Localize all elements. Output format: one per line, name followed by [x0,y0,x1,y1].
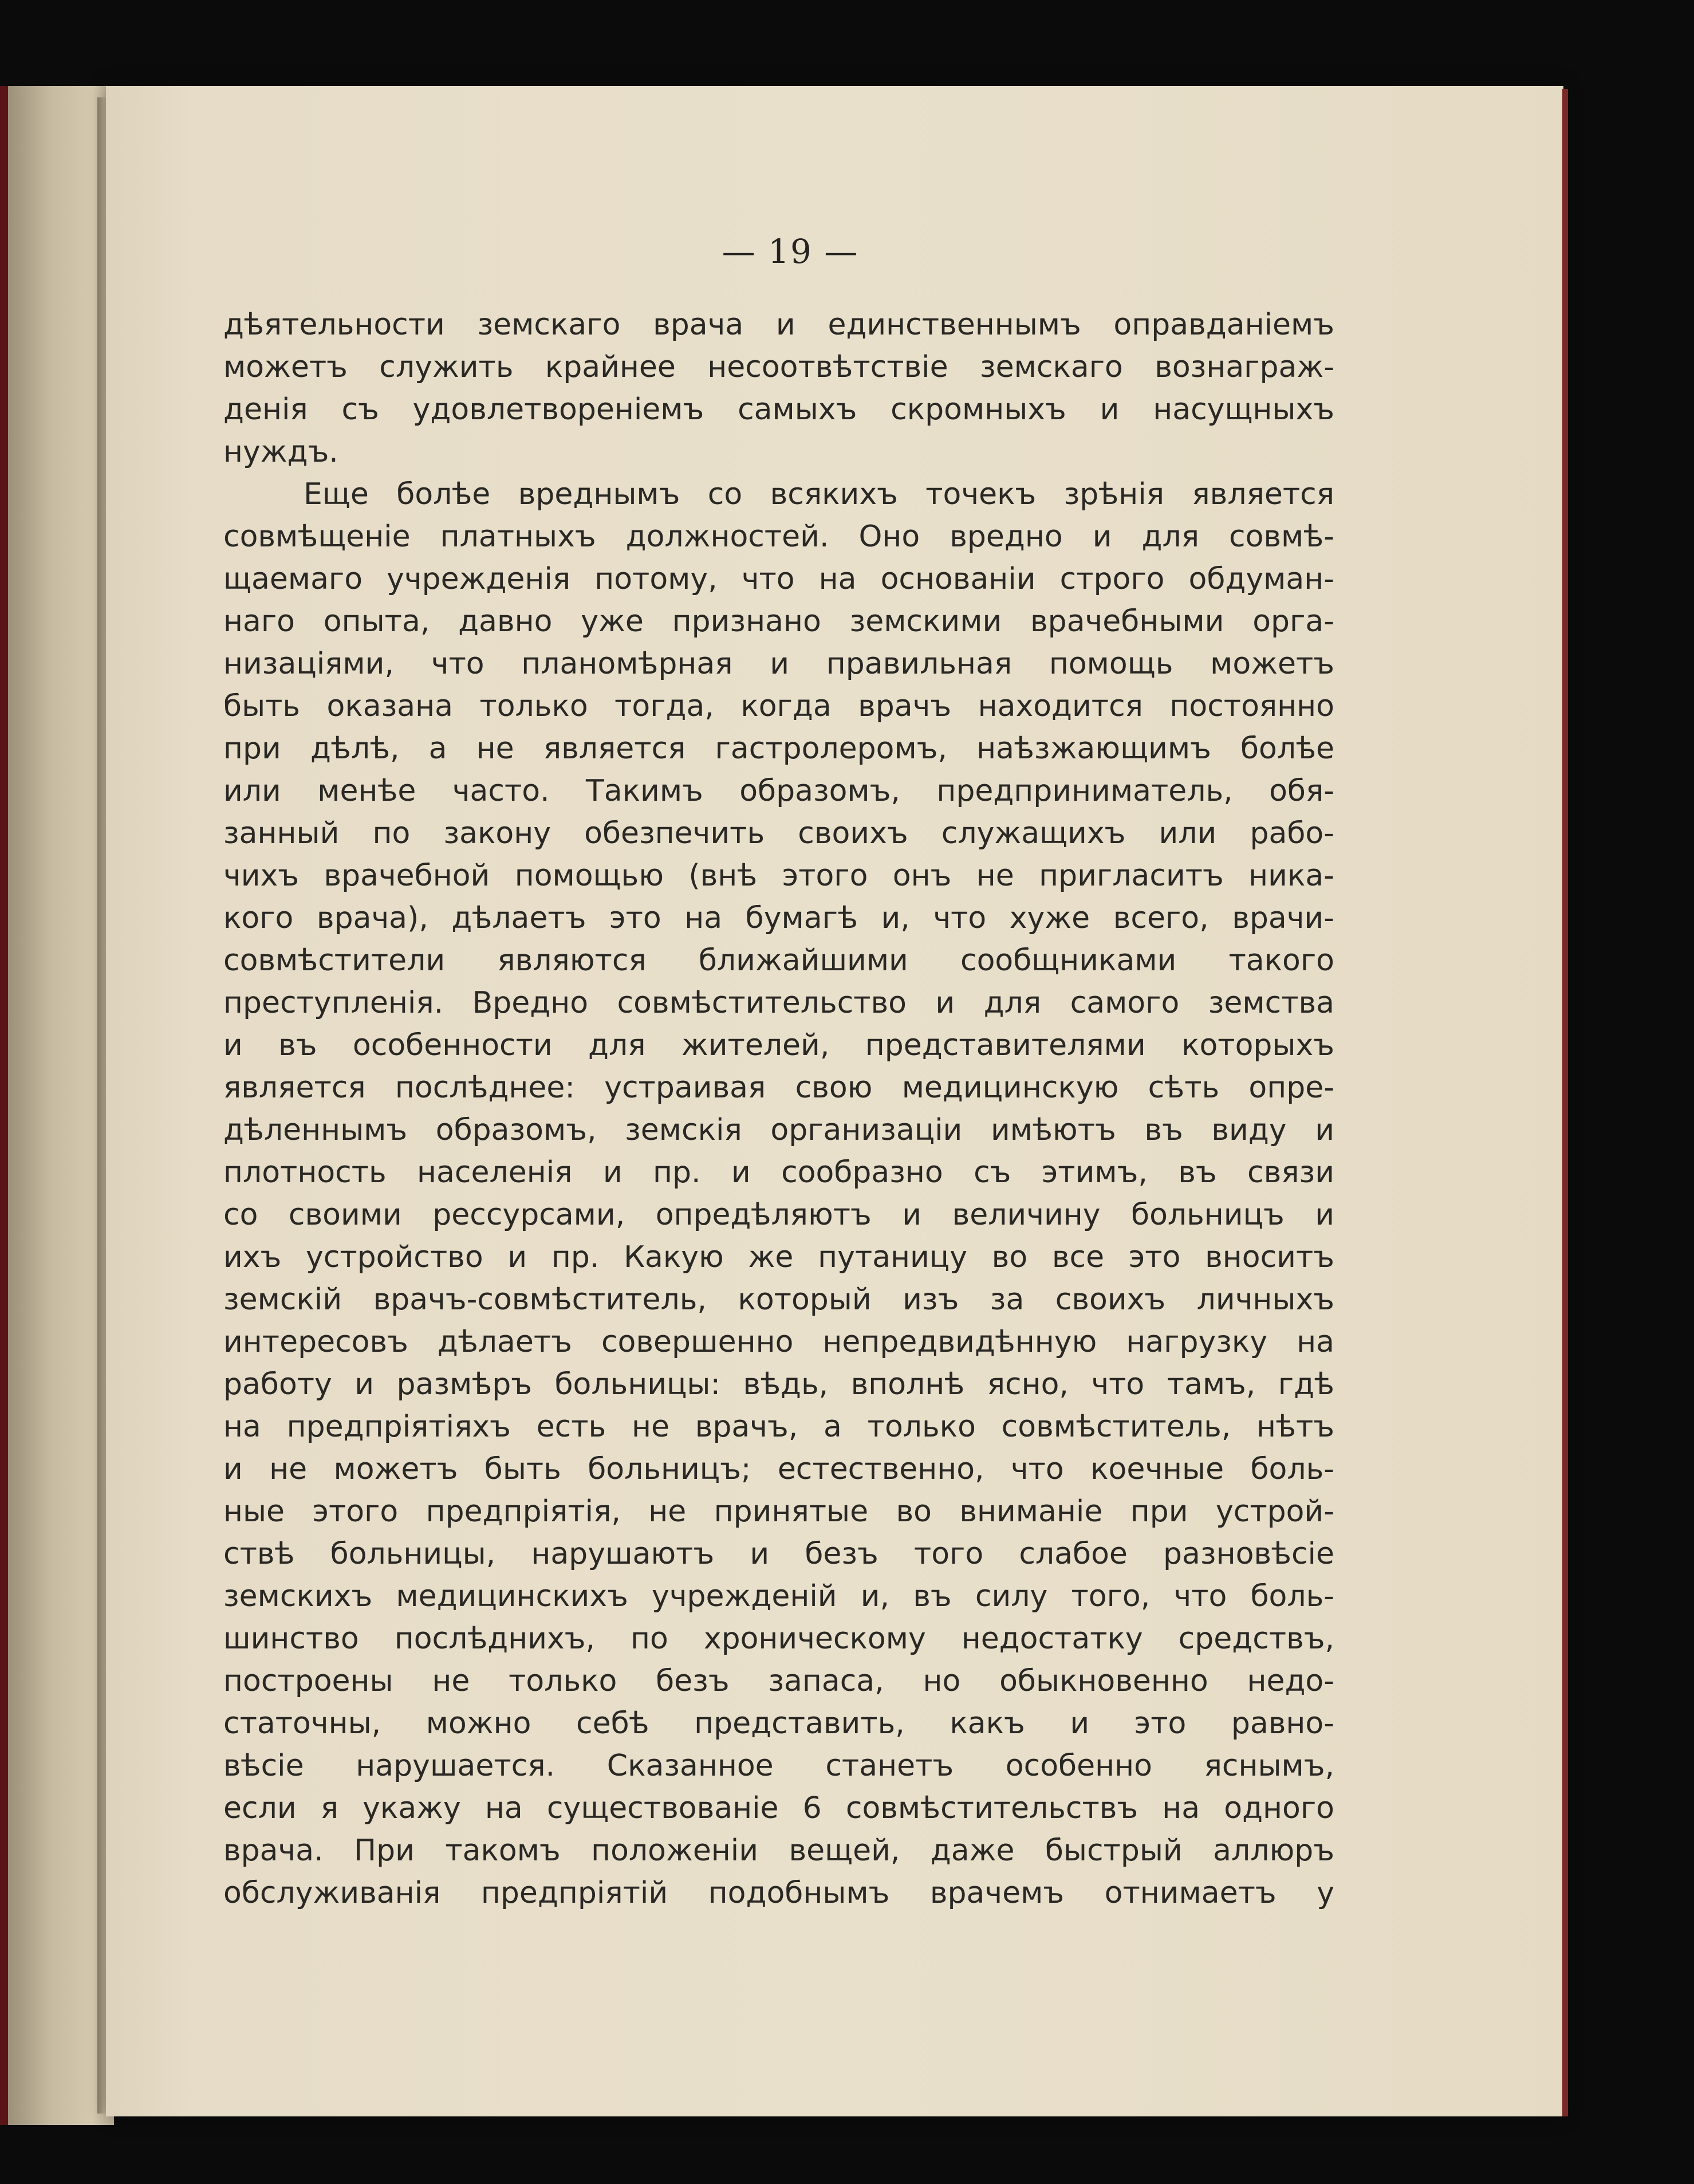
text-line: со своими рессурсами, опредѣляютъ и величину больницъ и [223,1198,1334,1232]
text-line: врача. При такомъ положеніи вещей, даже быстрый аллюръ [223,1833,1334,1868]
text-line: и въ особенности для жителей, представителями которыхъ [223,1028,1334,1063]
text-line: денія съ удовлетвореніемъ самыхъ скромныхъ и насущныхъ [223,392,1334,427]
text-line: работу и размѣръ больницы: вѣдь, вполнѣ ясно, что тамъ, гдѣ [223,1367,1334,1402]
text-line: кого врача), дѣлаетъ это на бумагѣ и, что хуже всего, врачи- [223,901,1334,935]
text-line: интересовъ дѣлаетъ совершенно непредвидѣнную нагрузку на [223,1325,1334,1359]
text-line: при дѣлѣ, а не является гастролеромъ, наѣзжающимъ болѣе [223,731,1334,766]
text-line: является послѣднее: устраивая свою медицинскую сѣть опре- [223,1071,1334,1105]
text-line: ихъ устройство и пр. Какую же путаницу во все это вноситъ [223,1240,1334,1274]
text-line: совмѣщеніе платныхъ должностей. Оно вредно и для совмѣ- [223,520,1334,554]
text-line: Еще болѣе вреднымъ со всякихъ точекъ зрѣнія является [304,477,1334,511]
text-line: дѣятельности земскаго врача и единственнымъ оправданіемъ [223,308,1334,342]
page-edge-binding [1562,89,1568,2116]
text-line: если я укажу на существованіе 6 совмѣстительствъ на одного [223,1791,1334,1825]
text-line: чихъ врачебной помощью (внѣ этого онъ не пригласитъ ника- [223,859,1334,893]
text-line: нуждъ. [223,435,338,469]
text-line: занный по закону обезпечить своихъ служащихъ или рабо- [223,816,1334,851]
text-line: щаемаго учрежденія потому, что на основаніи строго обдуман- [223,562,1334,596]
text-line: преступленія. Вредно совмѣстительство и для самого земства [223,986,1334,1020]
text-line: можетъ служить крайнее несоотвѣтствіе земскаго вознаграж- [223,350,1334,384]
text-line: на предпріятіяхъ есть не врачъ, а только совмѣститель, нѣтъ [223,1410,1334,1444]
text-line: совмѣстители являются ближайшими сообщниками такого [223,943,1334,978]
text-line: и не можетъ быть больницъ; естественно, что коечные боль- [223,1452,1334,1486]
text-line: быть оказана только тогда, когда врачъ находится постоянно [223,689,1334,723]
text-line: низаціями, что планомѣрная и правильная помощь можетъ [223,647,1334,681]
text-line: или менѣе часто. Такимъ образомъ, предприниматель, обя- [223,774,1334,808]
text-line: наго опыта, давно уже признано земскими врачебными орга- [223,604,1334,639]
text-line: земскій врачъ-совмѣститель, который изъ за своихъ личныхъ [223,1282,1334,1317]
text-line: ствѣ больницы, нарушаютъ и безъ того слабое разновѣсіе [223,1537,1334,1571]
text-line: дѣленнымъ образомъ, земскія организаціи имѣютъ въ виду и [223,1113,1334,1147]
text-line: обслуживанія предпріятій подобнымъ врачемъ отнимаетъ у [223,1876,1334,1910]
body-text [223,304,1334,1914]
text-line: статочны, можно себѣ представить, какъ и это равно- [223,1706,1334,1741]
text-line: построены не только безъ запаса, но обыкновенно недо- [223,1664,1334,1698]
text-line: плотность населенія и пр. и сообразно съ этимъ, въ связи [223,1155,1334,1190]
text-line: шинство послѣднихъ, по хроническому недостатку средствъ, [223,1622,1334,1656]
page-number: — 19 — [722,232,859,271]
text-line: земскихъ медицинскихъ учрежденій и, въ силу того, что боль- [223,1579,1334,1614]
text-line: вѣсіе нарушается. Сказанное станетъ особенно яснымъ, [223,1749,1334,1783]
text-line: ные этого предпріятія, не принятые во вниманіе при устрой- [223,1494,1334,1529]
